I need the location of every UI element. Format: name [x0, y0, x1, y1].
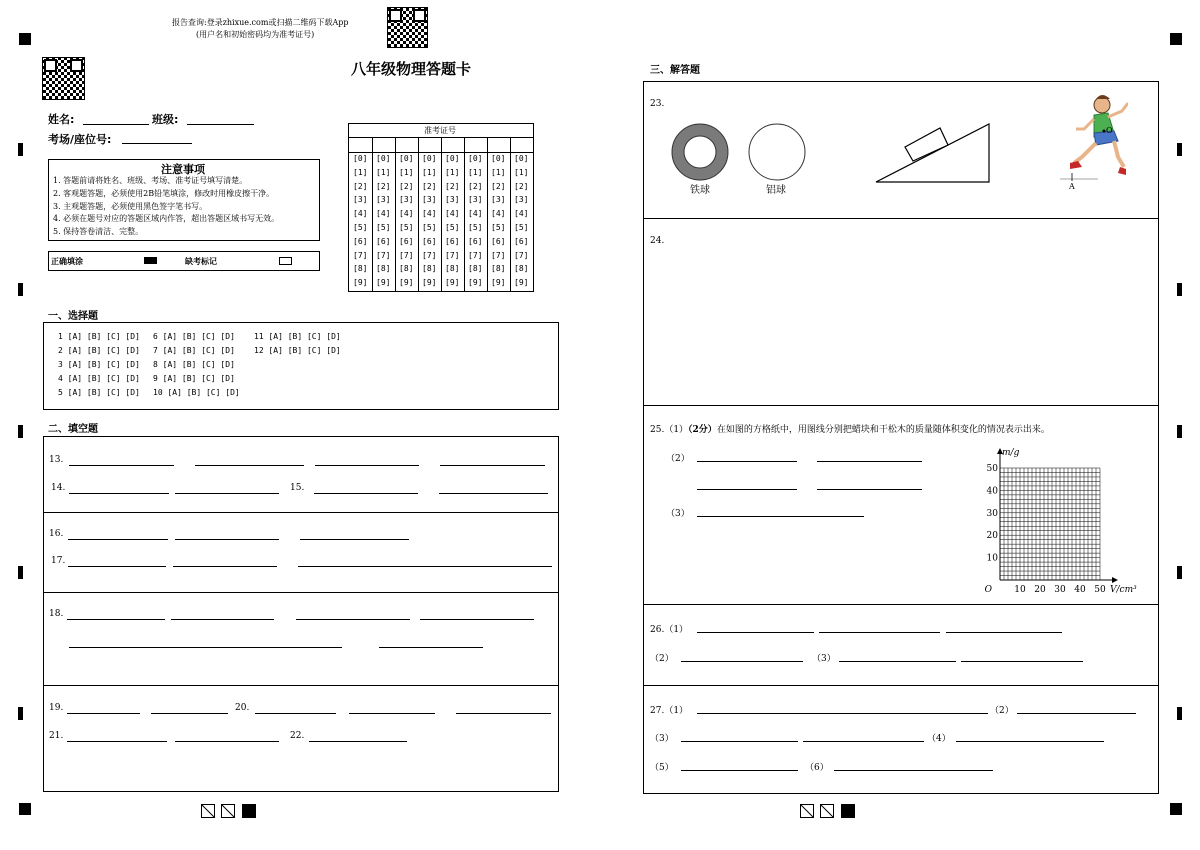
name-field[interactable]	[83, 124, 149, 125]
x-tick-label: 40	[1074, 585, 1086, 595]
x-tick-label: 50	[1094, 585, 1106, 595]
origin-label: O	[984, 585, 992, 595]
ticket-digit-bubble[interactable]: [0]	[491, 154, 506, 163]
question-25-number: 25.（1）	[650, 425, 689, 435]
answer-line-16[interactable]	[300, 539, 409, 540]
ticket-digit-bubble[interactable]: [4]	[468, 209, 483, 219]
runner-label-o: O	[1106, 126, 1113, 135]
answer-line-20[interactable]	[349, 713, 435, 714]
section-fill-title: 二、填空题	[48, 424, 98, 435]
x-tick-label: 10	[1014, 585, 1026, 595]
ticket-digit-bubble[interactable]: [1]	[422, 167, 437, 177]
ticket-digit-bubble[interactable]: [1]	[399, 167, 414, 177]
absent-mark-label: 缺考标记	[185, 257, 217, 266]
answer-line-16[interactable]	[175, 539, 279, 540]
admission-ticket-grid	[348, 123, 534, 292]
ticket-digit-bubble[interactable]: [8]	[376, 264, 391, 274]
choice-answer-row[interactable]: 10 [A] [B] [C] [D]	[153, 388, 240, 397]
ticket-digit-bubble[interactable]: [4]	[353, 209, 368, 219]
corner-mark-bl	[19, 803, 31, 815]
answer-line-19[interactable]	[151, 713, 228, 714]
answer-line-17[interactable]	[173, 566, 277, 567]
answer-line-14[interactable]	[175, 493, 279, 494]
choice-answer-row[interactable]: 4 [A] [B] [C] [D]	[58, 374, 140, 383]
timing-mark	[1177, 425, 1182, 438]
ticket-digit-bubble[interactable]: [2]	[422, 181, 437, 191]
notice-title: 注意事项	[161, 163, 205, 176]
question-17-number: 17.	[51, 556, 66, 566]
ticket-digit-bubble[interactable]: [8]	[399, 264, 414, 274]
ticket-digit-bubble[interactable]: [7]	[468, 250, 483, 260]
ticket-digit-bubble[interactable]: [3]	[445, 195, 460, 205]
ticket-digit-bubble[interactable]: [2]	[491, 181, 506, 191]
answer-line-13[interactable]	[69, 465, 174, 466]
answer-line-21[interactable]	[175, 741, 279, 742]
name-label: 姓名:	[48, 113, 75, 126]
question-25-prefix	[650, 422, 1050, 435]
answer-line-25[interactable]	[697, 516, 864, 517]
ticket-digit-bubble[interactable]: [4]	[399, 209, 414, 219]
qr-code-icon[interactable]	[387, 7, 428, 48]
ticket-digit-bubble[interactable]: [1]	[491, 167, 506, 177]
timing-mark	[18, 707, 23, 720]
question-26-part2: （2）	[650, 654, 674, 664]
question-20-number: 20.	[235, 703, 250, 713]
y-tick-label: 30	[986, 508, 998, 519]
question-15-number: 15.	[290, 483, 305, 493]
question-27-part4: （4）	[927, 734, 951, 744]
answer-line-26[interactable]	[839, 661, 956, 662]
answer-line-18[interactable]	[420, 619, 534, 620]
answer-line-13[interactable]	[440, 465, 545, 466]
ticket-digit-bubble[interactable]: [3]	[514, 195, 529, 205]
ticket-digit-bubble[interactable]: [8]	[514, 264, 529, 274]
timing-mark	[1177, 143, 1182, 156]
ticket-digit-bubble[interactable]: [2]	[445, 181, 460, 191]
answer-line-18[interactable]	[171, 619, 274, 620]
answer-line-25[interactable]	[817, 489, 922, 490]
section-choice-title: 一、选择题	[48, 311, 98, 322]
answer-line-26[interactable]	[946, 632, 1062, 633]
answer-line-25[interactable]	[697, 489, 797, 490]
question-14-number: 14.	[51, 483, 66, 493]
y-tick-label: 10	[986, 553, 998, 564]
choice-answer-row[interactable]: 3 [A] [B] [C] [D]	[58, 360, 140, 369]
ticket-digit-bubble[interactable]: [3]	[376, 195, 391, 205]
qr-code-icon	[42, 57, 85, 100]
timing-mark	[1177, 566, 1182, 579]
y-axis-label: m/g	[1002, 448, 1020, 458]
report-query-note: (用户名和初始密码均为准考证号)	[196, 30, 315, 39]
timing-mark	[18, 143, 23, 156]
ticket-digit-bubble[interactable]: [7]	[399, 250, 414, 260]
answer-line-25[interactable]	[817, 461, 922, 462]
question-23-number: 23.	[650, 99, 665, 109]
incline-block-figure	[874, 116, 992, 184]
ticket-digit-bubble[interactable]: [5]	[422, 223, 437, 232]
x-axis-label: V/cm³	[1110, 585, 1137, 595]
room-seat-field[interactable]	[122, 143, 192, 144]
ticket-digit-bubble[interactable]: [1]	[468, 167, 483, 177]
question-27-part1: 27.（1）	[650, 706, 689, 716]
choice-answer-row[interactable]: 7 [A] [B] [C] [D]	[153, 346, 235, 355]
choice-answer-row[interactable]: 9 [A] [B] [C] [D]	[153, 374, 235, 383]
ticket-digit-bubble[interactable]: [3]	[399, 195, 414, 205]
answer-line-15[interactable]	[439, 493, 548, 494]
ticket-digit-bubble[interactable]: [5]	[353, 223, 368, 232]
y-tick-label: 50	[986, 464, 998, 474]
question-24-number: 24.	[650, 236, 665, 246]
ticket-digit-bubble[interactable]: [0]	[422, 154, 437, 163]
ticket-digit-bubble[interactable]: [6]	[491, 236, 506, 246]
timing-mark	[1177, 707, 1182, 720]
ticket-digit-bubble[interactable]: [6]	[399, 236, 414, 246]
ticket-digit-bubble[interactable]: [8]	[468, 264, 483, 274]
x-tick-label: 20	[1034, 585, 1046, 595]
answer-line-21[interactable]	[67, 741, 167, 742]
timing-mark	[18, 566, 23, 579]
iron-ball-figure	[670, 122, 730, 182]
question-26-part3: （3）	[812, 654, 836, 664]
section-solution-title: 三、解答题	[650, 65, 700, 76]
question-25-part3: （3）	[666, 509, 690, 519]
corner-mark-tr	[1170, 33, 1182, 45]
ticket-digit-bubble[interactable]: [5]	[491, 223, 506, 232]
class-field[interactable]	[187, 124, 254, 125]
page-marker	[800, 803, 860, 822]
notice-item: 4. 必须在题号对应的答题区域内作答，超出答题区域书写无效。	[53, 214, 280, 223]
ticket-digit-bubble[interactable]: [3]	[468, 195, 483, 205]
absent-mark-checkbox[interactable]	[279, 257, 292, 265]
ticket-digit-bubble[interactable]: [2]	[514, 181, 529, 191]
ticket-digit-bubble[interactable]: [9]	[468, 278, 483, 288]
ticket-digit-bubble[interactable]: [7]	[422, 250, 437, 260]
question-25-points: （2分）	[688, 425, 717, 435]
answer-line-27[interactable]	[697, 713, 988, 714]
admission-ticket-title: 准考证号	[424, 126, 456, 135]
ticket-digit-bubble[interactable]: [8]	[445, 264, 460, 274]
answer-line-18[interactable]	[69, 647, 342, 648]
ticket-digit-bubble[interactable]: [9]	[422, 278, 437, 288]
ticket-digit-bubble[interactable]: [1]	[514, 167, 529, 177]
ticket-digit-bubble[interactable]: [4]	[491, 209, 506, 219]
ticket-digit-bubble[interactable]: [9]	[514, 278, 529, 288]
answer-line-19[interactable]	[67, 713, 140, 714]
answer-line-13[interactable]	[195, 465, 304, 466]
ticket-digit-bubble[interactable]: [2]	[376, 181, 391, 191]
timing-mark	[18, 425, 23, 438]
question-18-number: 18.	[49, 609, 64, 619]
ticket-digit-bubble[interactable]: [6]	[376, 236, 391, 246]
ticket-digit-bubble[interactable]: [7]	[514, 250, 529, 260]
answer-line-20[interactable]	[255, 713, 336, 714]
ticket-digit-bubble[interactable]: [4]	[514, 209, 529, 219]
class-label: 班级:	[152, 113, 179, 126]
choice-answer-row[interactable]: 8 [A] [B] [C] [D]	[153, 360, 235, 369]
question-19-number: 19.	[49, 703, 64, 713]
ticket-digit-bubble[interactable]: [8]	[353, 264, 368, 274]
ticket-digit-bubble[interactable]: [8]	[422, 264, 437, 274]
notice-box	[48, 159, 320, 241]
iron-ball-label: 铁球	[690, 185, 710, 196]
answer-line-27[interactable]	[1017, 713, 1136, 714]
question-25-text: 在如图的方格纸中，用图线分别把蜡块和干松木的质量随体积变化的情况表示出来。	[716, 425, 1050, 435]
ticket-digit-bubble[interactable]: [9]	[445, 278, 460, 288]
timing-mark	[18, 283, 23, 296]
timing-mark	[1177, 283, 1182, 296]
question-27-part2: （2）	[990, 706, 1014, 716]
answer-line-26[interactable]	[681, 661, 803, 662]
aluminum-ball-figure	[747, 122, 807, 182]
y-tick-label: 20	[986, 531, 998, 542]
answer-line-14[interactable]	[69, 493, 169, 494]
answer-line-26[interactable]	[961, 661, 1083, 662]
ticket-digit-bubble[interactable]: [3]	[491, 195, 506, 205]
ticket-digit-bubble[interactable]: [0]	[399, 154, 414, 163]
ticket-digit-bubble[interactable]: [3]	[422, 195, 437, 205]
choice-answer-row[interactable]: 12 [A] [B] [C] [D]	[254, 346, 341, 355]
ticket-digit-bubble[interactable]: [7]	[491, 250, 506, 260]
running-person-figure	[1058, 93, 1128, 193]
question-21-number: 21.	[49, 731, 64, 741]
ticket-digit-bubble[interactable]: [3]	[353, 195, 368, 205]
correct-fill-sample	[144, 257, 157, 264]
ticket-digit-bubble[interactable]: [4]	[376, 209, 391, 219]
notice-item: 3. 主观题答题，必须使用黑色签字笔书写。	[53, 202, 208, 211]
ticket-digit-bubble[interactable]: [5]	[514, 223, 529, 232]
ticket-digit-bubble[interactable]: [9]	[491, 278, 506, 288]
x-axis-arrow	[1112, 577, 1118, 583]
notice-item: 1. 答题前请将姓名、班级、考场、准考证号填写清楚。	[53, 176, 248, 185]
choice-answer-box	[43, 322, 559, 410]
question-27-part3: （3）	[650, 734, 674, 744]
ticket-digit-bubble[interactable]: [9]	[376, 278, 391, 288]
choice-answer-row[interactable]: 11 [A] [B] [C] [D]	[254, 332, 341, 341]
answer-line-15[interactable]	[314, 493, 418, 494]
question-22-number: 22.	[290, 731, 305, 741]
ticket-digit-bubble[interactable]: [7]	[445, 250, 460, 260]
answer-line-18[interactable]	[296, 619, 410, 620]
ticket-digit-bubble[interactable]: [6]	[445, 236, 460, 246]
ticket-digit-bubble[interactable]: [0]	[445, 154, 460, 163]
ticket-digit-bubble[interactable]: [5]	[376, 223, 391, 232]
ticket-digit-bubble[interactable]: [0]	[376, 154, 391, 163]
answer-line-17[interactable]	[298, 566, 552, 567]
answer-line-25[interactable]	[697, 461, 797, 462]
ticket-digit-bubble[interactable]: [0]	[514, 154, 529, 163]
ticket-digit-bubble[interactable]: [7]	[353, 250, 368, 260]
question-27-part5: （5）	[650, 763, 674, 773]
ticket-digit-bubble[interactable]: [4]	[445, 209, 460, 219]
ticket-digit-bubble[interactable]: [1]	[376, 167, 391, 177]
answer-line-13[interactable]	[315, 465, 419, 466]
notice-item: 5. 保持答卷清洁、完整。	[53, 227, 144, 236]
ticket-digit-bubble[interactable]: [5]	[468, 223, 483, 232]
answer-line-27[interactable]	[803, 741, 924, 742]
ticket-digit-bubble[interactable]: [1]	[353, 167, 368, 177]
answer-line-17[interactable]	[68, 566, 166, 567]
ticket-digit-bubble[interactable]: [2]	[399, 181, 414, 191]
answer-line-20[interactable]	[456, 713, 551, 714]
ticket-digit-bubble[interactable]: [6]	[353, 236, 368, 246]
ticket-digit-bubble[interactable]: [6]	[514, 236, 529, 246]
ticket-digit-bubble[interactable]: [7]	[376, 250, 391, 260]
x-tick-label: 30	[1054, 585, 1066, 595]
ticket-digit-bubble[interactable]: [2]	[353, 181, 368, 191]
ticket-digit-bubble[interactable]: [8]	[491, 264, 506, 274]
answer-line-16[interactable]	[68, 539, 168, 540]
mass-volume-grid-chart[interactable]	[978, 440, 1148, 595]
fill-legend	[48, 251, 320, 271]
ticket-digit-bubble[interactable]: [2]	[468, 181, 483, 191]
question-25-part2: （2）	[666, 454, 690, 464]
page-marker	[201, 803, 261, 822]
answer-line-26[interactable]	[697, 632, 814, 633]
y-tick-label: 40	[986, 486, 998, 497]
ticket-digit-bubble[interactable]: [5]	[445, 223, 460, 232]
answer-line-18[interactable]	[379, 647, 483, 648]
choice-answer-row[interactable]: 1 [A] [B] [C] [D]	[58, 332, 140, 341]
choice-answer-row[interactable]: 2 [A] [B] [C] [D]	[58, 346, 140, 355]
answer-line-18[interactable]	[67, 619, 165, 620]
ticket-digit-bubble[interactable]: [1]	[445, 167, 460, 177]
question-16-number: 16.	[49, 529, 64, 539]
runner-label-a: A	[1069, 182, 1075, 191]
choice-answer-row[interactable]: 5 [A] [B] [C] [D]	[58, 388, 140, 397]
ticket-digit-bubble[interactable]: [0]	[468, 154, 483, 163]
answer-line-27[interactable]	[834, 770, 993, 771]
corner-mark-tl	[19, 33, 31, 45]
answer-line-27[interactable]	[681, 741, 798, 742]
ticket-digit-bubble[interactable]: [4]	[422, 209, 437, 219]
answer-line-27[interactable]	[681, 770, 798, 771]
ticket-digit-bubble[interactable]: [0]	[353, 154, 368, 163]
room-seat-label: 考场/座位号:	[48, 133, 112, 146]
answer-line-27[interactable]	[956, 741, 1104, 742]
corner-mark-br	[1170, 803, 1182, 815]
notice-item: 2. 客观题答题，必须使用2B铅笔填涂，修改时用橡皮擦干净。	[53, 189, 275, 198]
answer-line-22[interactable]	[309, 741, 407, 742]
question-27-part6: （6）	[805, 763, 829, 773]
correct-fill-label: 正确填涂	[51, 257, 83, 266]
ticket-digit-bubble[interactable]: [6]	[422, 236, 437, 246]
question-26-part1: 26.（1）	[650, 625, 689, 635]
question-13-number: 13.	[49, 455, 64, 465]
ticket-digit-bubble[interactable]: [9]	[399, 278, 414, 288]
aluminum-ball-label: 铝球	[766, 185, 786, 196]
ticket-digit-bubble[interactable]: [9]	[353, 278, 368, 288]
report-query-line: 报告查询:登录zhixue.com或扫描二维码下载App	[172, 18, 349, 27]
page-title: 八年级物理答题卡	[351, 60, 472, 78]
ticket-digit-bubble[interactable]: [5]	[399, 223, 414, 232]
answer-line-26[interactable]	[819, 632, 940, 633]
choice-answer-row[interactable]: 6 [A] [B] [C] [D]	[153, 332, 235, 341]
ticket-digit-bubble[interactable]: [6]	[468, 236, 483, 246]
